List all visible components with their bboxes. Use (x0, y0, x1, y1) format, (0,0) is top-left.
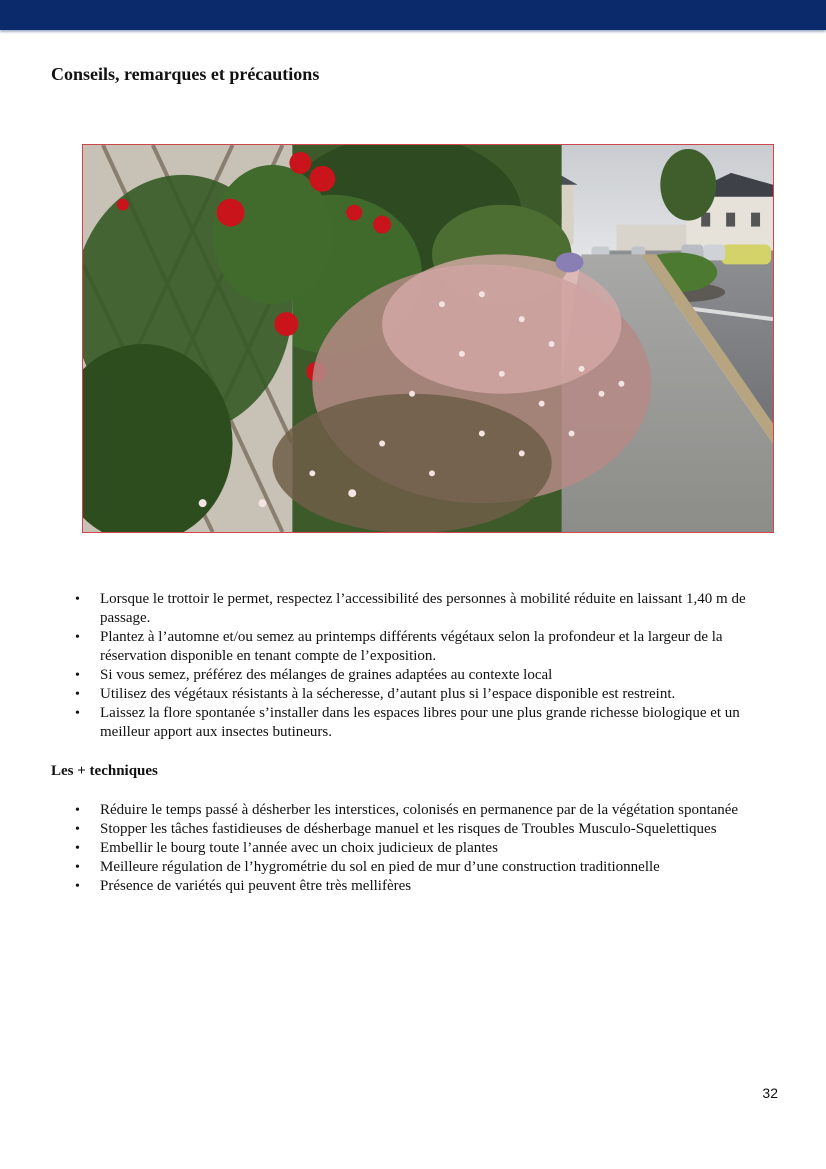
techniques-heading: Les + techniques (51, 763, 158, 779)
list-item: • Meilleure régulation de l’hygrométrie du sol en pied de mur d’une construction traditionnelle (0, 858, 826, 877)
header-band (0, 0, 826, 30)
list-item: • Embellir le bourg toute l’année avec un choix judicieux de plantes (0, 839, 826, 858)
photo-illustration (83, 145, 773, 532)
list-item: • Présence de variétés qui peuvent être très mellifères (0, 877, 826, 896)
conseils-list (0, 590, 826, 742)
list-item: • Laissez la flore spontanée s’installer dans les espaces libres pour une plus grande richesse biologique et un meilleur apport aux insectes butineurs. (0, 704, 826, 742)
list-item: • Utilisez des végétaux résistants à la sécheresse, d’autant plus si l’espace disponible est restreint. (0, 685, 826, 704)
page-number: 32 (762, 1085, 778, 1101)
list-item: • Stopper les tâches fastidieuses de désherbage manuel et les risques de Troubles Musculo-Squelettiques (0, 820, 826, 839)
list-item: • Réduire le temps passé à désherber les interstices, colonisés en permanence par de la végétation spontanée (0, 801, 826, 820)
street-flowerbed-photo (82, 144, 774, 533)
techniques-list (0, 801, 826, 896)
page-title: Conseils, remarques et précautions (51, 64, 320, 84)
list-item: • Lorsque le trottoir le permet, respectez l’accessibilité des personnes à mobilité réduite en laissant 1,40 m de passage. (0, 590, 826, 628)
list-item: • Plantez à l’automne et/ou semez au printemps différents végétaux selon la profondeur et la largeur de la réservation disponible en tenant compte de l’exposition. (0, 628, 826, 666)
list-item: • Si vous semez, préférez des mélanges de graines adaptées au contexte local (0, 666, 826, 685)
